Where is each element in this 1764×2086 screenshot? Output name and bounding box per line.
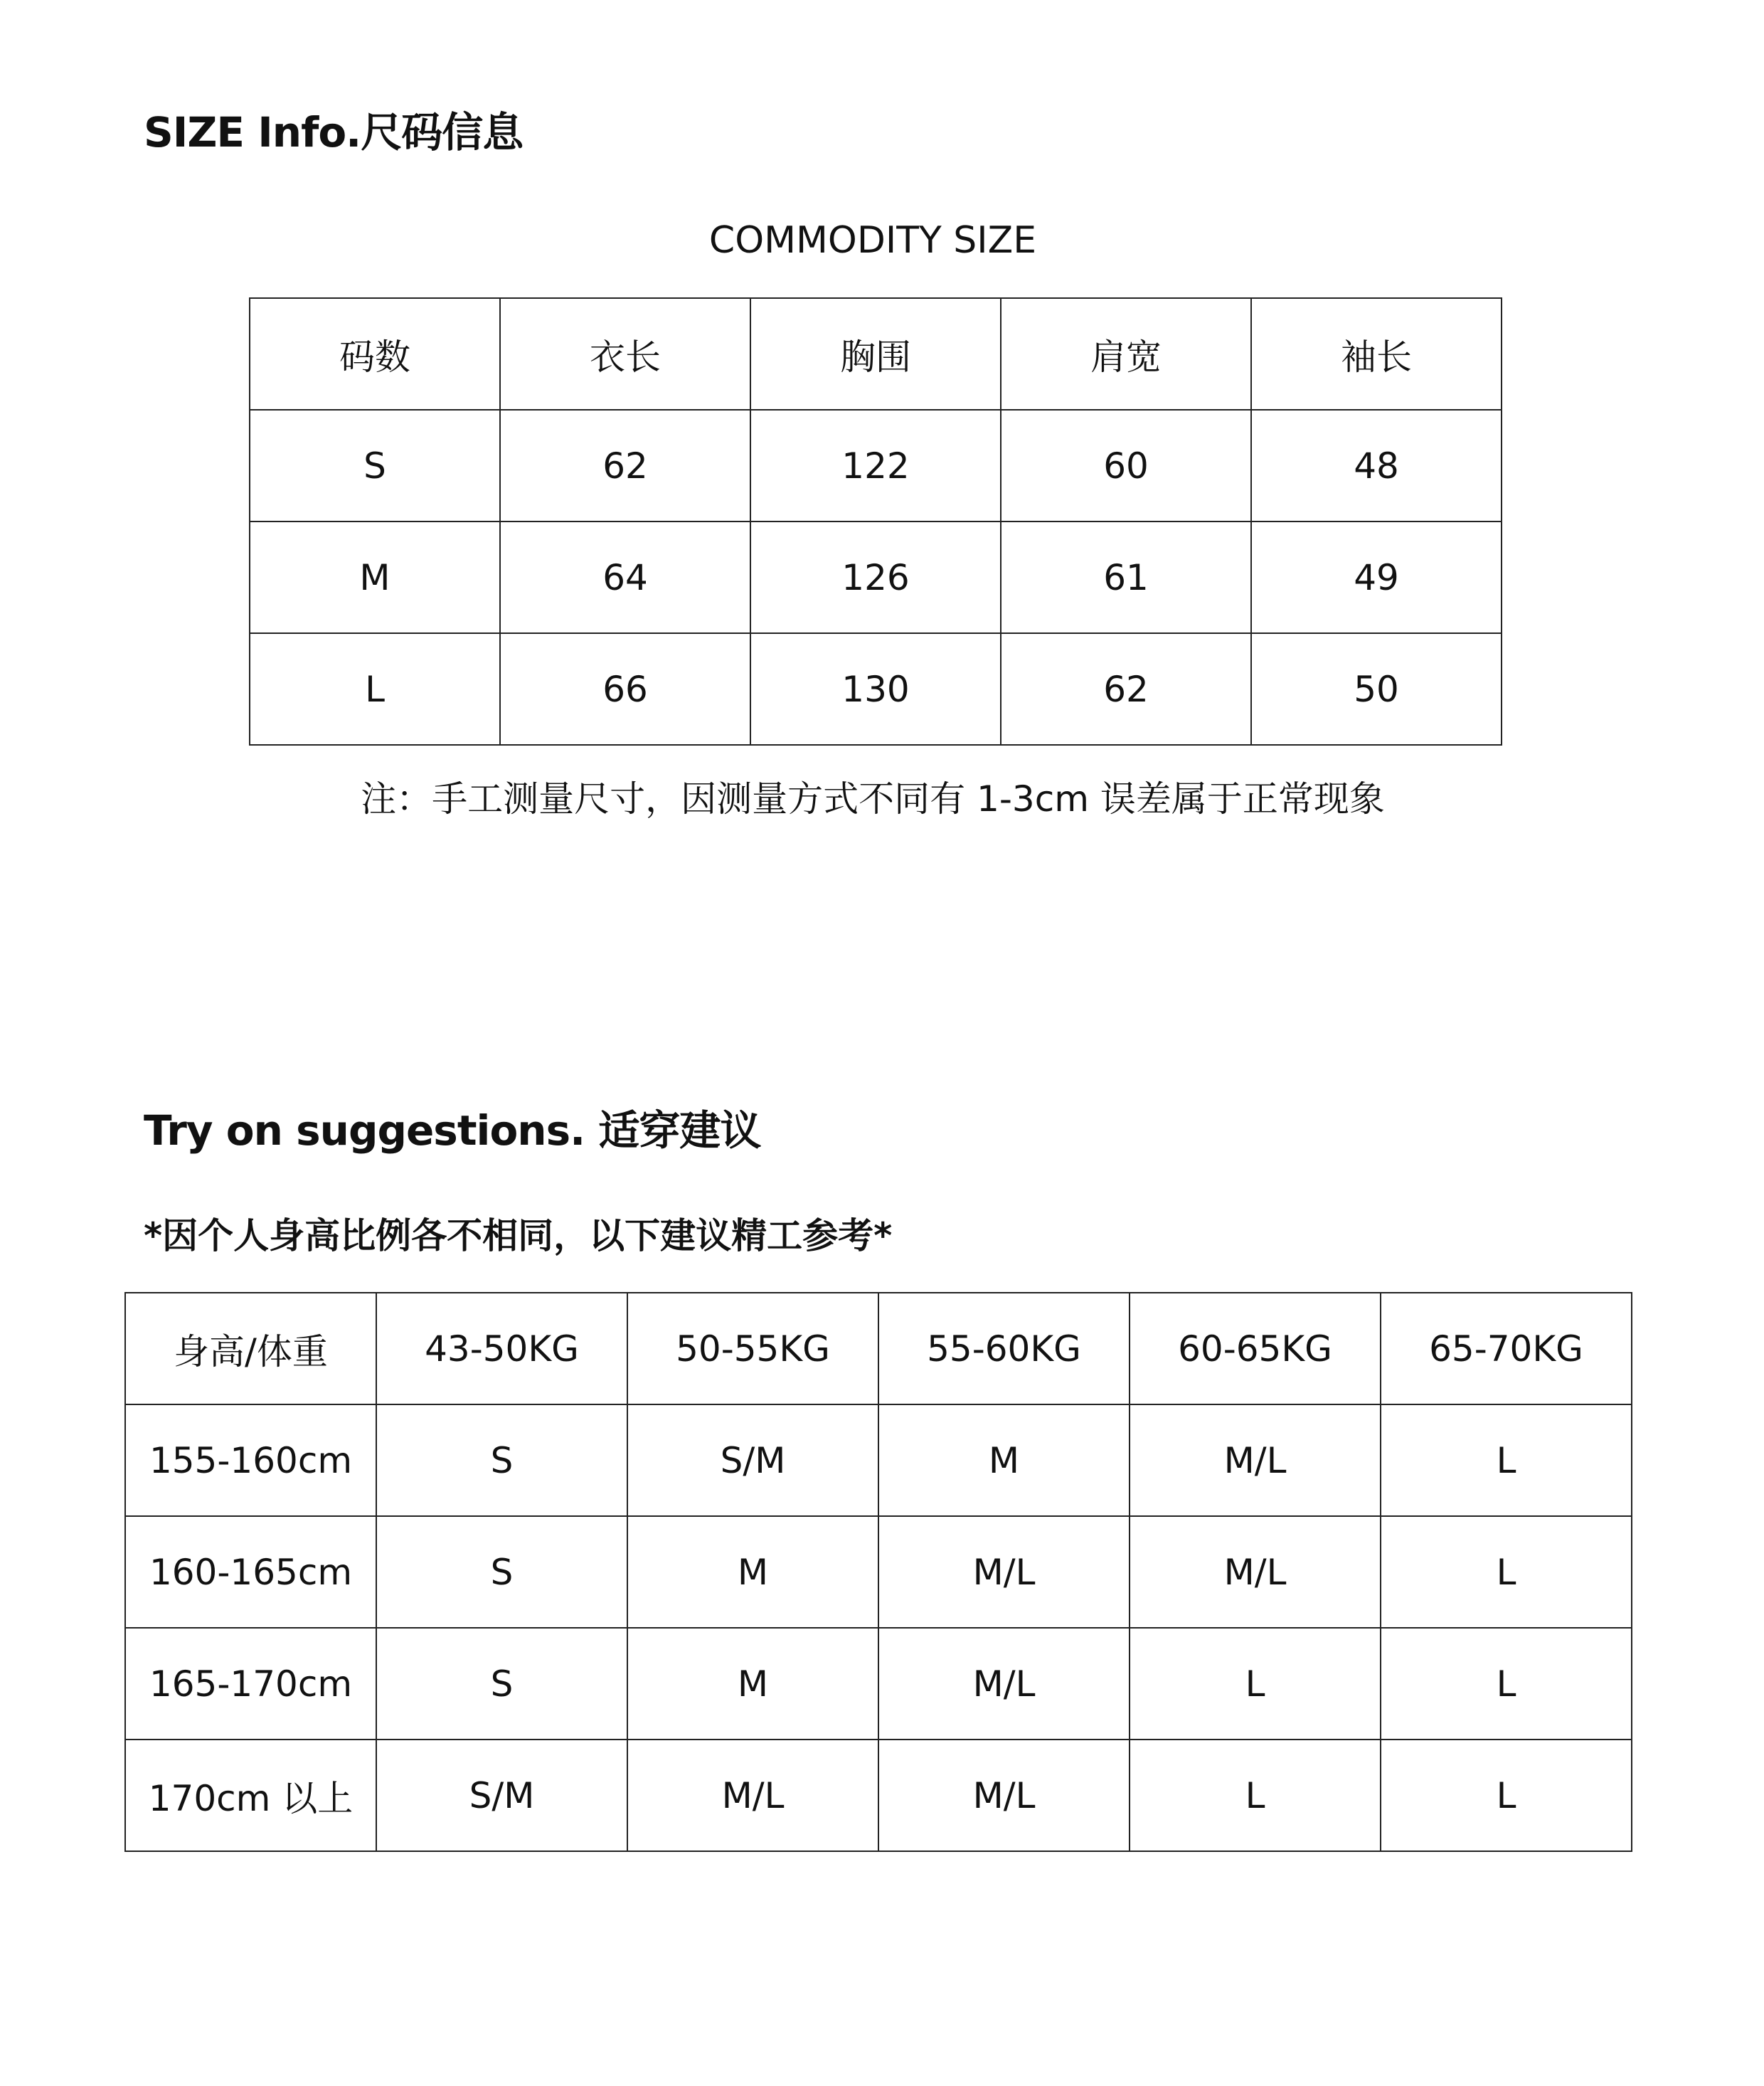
table-row: [125, 1740, 1632, 1851]
table-cell: 49: [1251, 522, 1502, 633]
table-cell: S: [376, 1516, 627, 1628]
table-cell: M/L: [1130, 1404, 1381, 1516]
table-cell: 61: [1001, 522, 1251, 633]
table-cell: 122: [750, 410, 1001, 522]
size-info-title: SIZE Info.尺码信息: [144, 108, 524, 157]
table-cell: 130: [750, 633, 1001, 745]
table-cell: 155-160cm: [125, 1404, 376, 1516]
header-cell: 65-70KG: [1381, 1293, 1632, 1404]
table-cell: L: [1381, 1740, 1632, 1851]
table-row: [250, 410, 1502, 522]
table-cell: 62: [500, 410, 750, 522]
table-row: [125, 1404, 1632, 1516]
table-cell: L: [1130, 1628, 1381, 1740]
table-cell: S/M: [376, 1740, 627, 1851]
table-cell: L: [1130, 1740, 1381, 1851]
header-cell: 衣长: [500, 298, 750, 410]
table-row: [250, 633, 1502, 745]
table-row: [125, 1516, 1632, 1628]
table-cell: 66: [500, 633, 750, 745]
table-cell: M/L: [627, 1740, 878, 1851]
table-cell: M: [250, 522, 500, 633]
table-cell: L: [250, 633, 500, 745]
commodity-size-table: [249, 297, 1502, 746]
header-cell: 60-65KG: [1130, 1293, 1381, 1404]
header-cell: 身高/体重: [125, 1293, 376, 1404]
table-cell: 60: [1001, 410, 1251, 522]
table-cell: S: [376, 1628, 627, 1740]
table-cell: 160-165cm: [125, 1516, 376, 1628]
table-cell: L: [1381, 1404, 1632, 1516]
try-on-subtitle: *因个人身高比例各不相同，以下建议精工参考*: [144, 1215, 893, 1256]
table-cell: L: [1381, 1628, 1632, 1740]
table-header-row: [250, 298, 1502, 410]
header-cell: 43-50KG: [376, 1293, 627, 1404]
table-cell: 50: [1251, 633, 1502, 745]
header-cell: 袖长: [1251, 298, 1502, 410]
header-cell: 胸围: [750, 298, 1001, 410]
try-on-title: Try on suggestions. 适穿建议: [144, 1106, 761, 1155]
header-cell: 码数: [250, 298, 500, 410]
table-row: [250, 522, 1502, 633]
measurement-note: 注：手工测量尺寸，因测量方式不同有 1-3cm 误差属于正常现象: [361, 778, 1385, 820]
header-cell: 肩宽: [1001, 298, 1251, 410]
table-cell: M/L: [878, 1516, 1130, 1628]
table-cell: 126: [750, 522, 1001, 633]
table-cell: S: [250, 410, 500, 522]
header-cell: 50-55KG: [627, 1293, 878, 1404]
table-cell: M: [627, 1516, 878, 1628]
table-cell: 170cm 以上: [125, 1740, 376, 1851]
table-cell: S/M: [627, 1404, 878, 1516]
table-cell: L: [1381, 1516, 1632, 1628]
table-cell: M/L: [878, 1740, 1130, 1851]
table-cell: M/L: [878, 1628, 1130, 1740]
table-cell: 64: [500, 522, 750, 633]
table-cell: M/L: [1130, 1516, 1381, 1628]
table-cell: M: [878, 1404, 1130, 1516]
table-cell: 48: [1251, 410, 1502, 522]
table-cell: S: [376, 1404, 627, 1516]
table-cell: 62: [1001, 633, 1251, 745]
table-cell: M: [627, 1628, 878, 1740]
table-cell: 165-170cm: [125, 1628, 376, 1740]
header-cell: 55-60KG: [878, 1293, 1130, 1404]
commodity-size-caption: COMMODITY SIZE: [708, 219, 1037, 262]
table-row: [125, 1628, 1632, 1740]
try-on-table: [124, 1292, 1632, 1852]
table-header-row: [125, 1293, 1632, 1404]
